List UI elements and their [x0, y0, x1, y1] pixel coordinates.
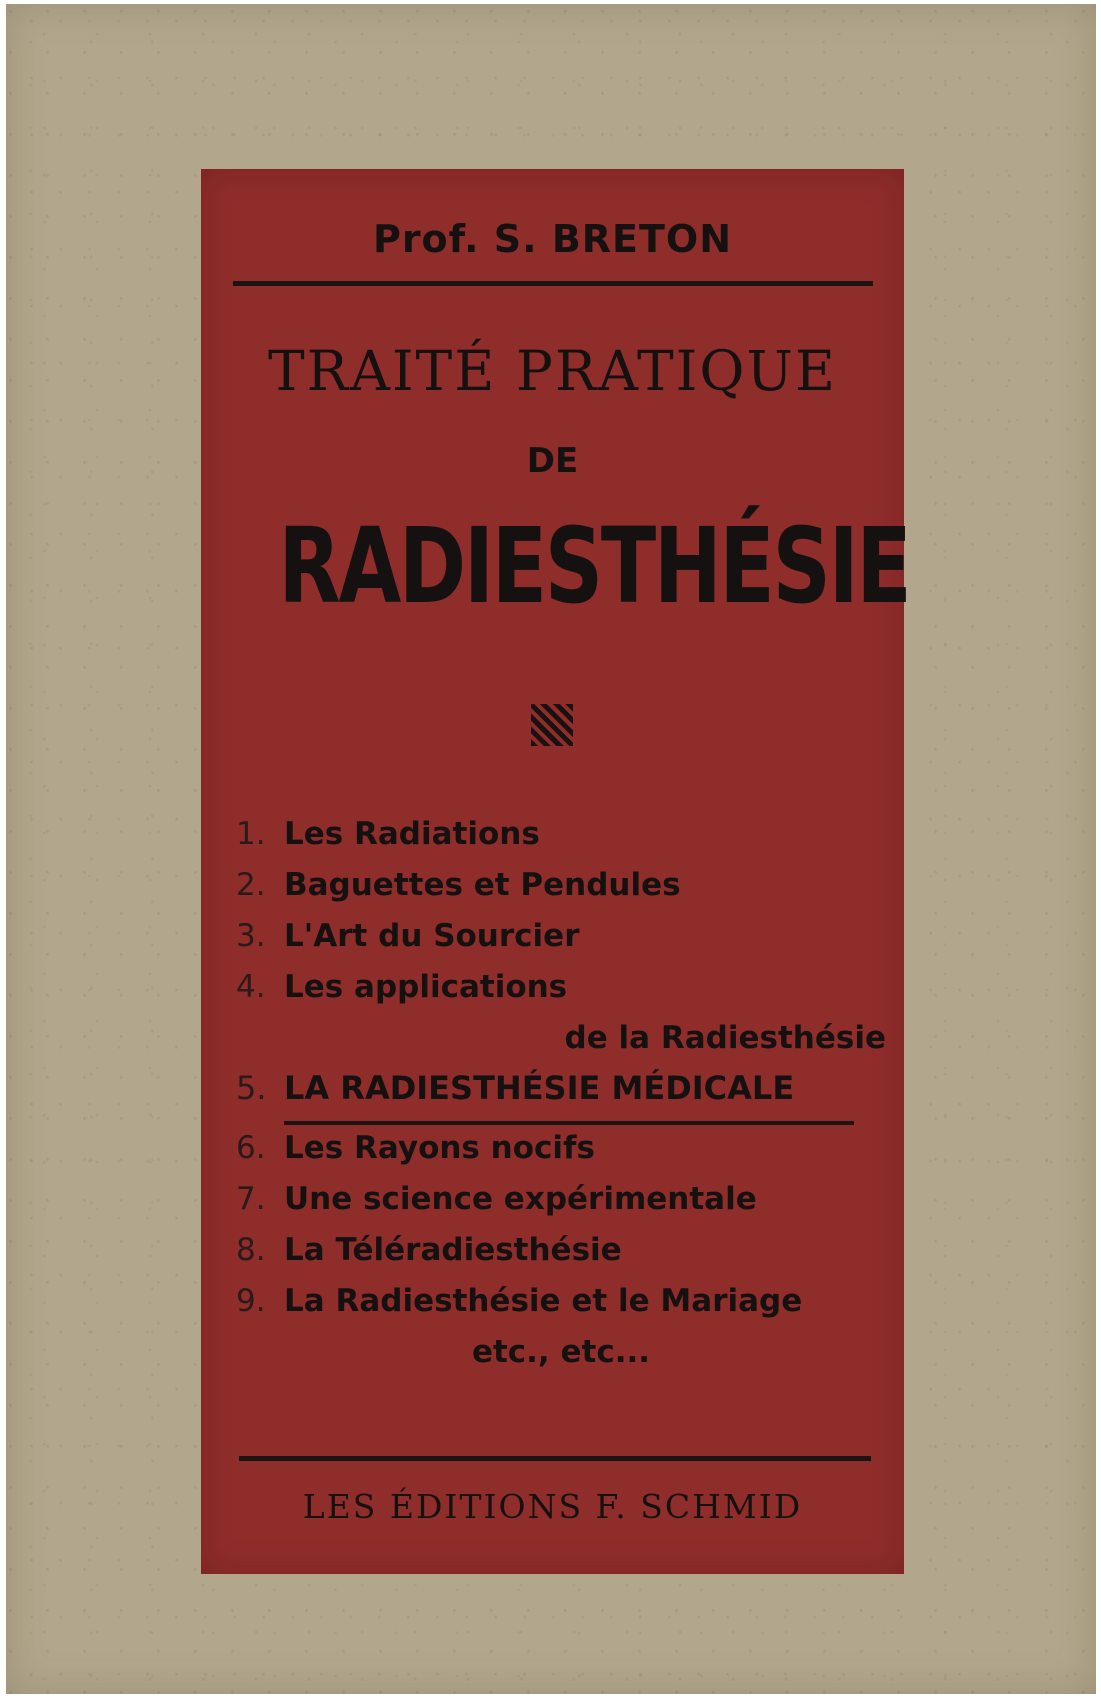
author: Prof. S. BRETON [372, 217, 733, 261]
toc-item [236, 1174, 886, 1225]
toc-text: Les applications [284, 969, 568, 1005]
title-line-1: TRAITÉ PRATIQUE [268, 339, 837, 403]
toc-number: 9. [236, 1283, 266, 1319]
toc-item [236, 911, 886, 962]
divider-bottom [239, 1456, 871, 1461]
toc-item-continuation [236, 1013, 886, 1059]
divider-top [233, 281, 873, 286]
title-de: DE [526, 441, 579, 481]
toc-text: La Téléradiesthésie [284, 1232, 622, 1268]
toc-item [236, 1123, 886, 1174]
toc-text: etc., etc... [471, 1334, 651, 1370]
title-label [201, 169, 910, 1574]
toc-item [236, 1276, 886, 1327]
toc-number: 6. [236, 1130, 266, 1166]
hatched-ornament-icon [531, 704, 573, 746]
toc-item [236, 962, 886, 1013]
book-cover [6, 4, 1096, 1694]
toc-text: Les Radiations [284, 816, 540, 852]
toc-text: La Radiesthésie et le Mariage [284, 1283, 803, 1319]
toc-number: 1. [236, 816, 266, 852]
toc-number: 7. [236, 1181, 266, 1217]
toc-number: 5. [236, 1069, 267, 1107]
toc-number: 8. [236, 1232, 266, 1268]
title-main: RADIESTHÉSIE [278, 505, 910, 627]
toc-text: Baguettes et Pendules [284, 867, 681, 903]
toc-etc [236, 1327, 886, 1378]
toc-text: de la Radiesthésie [564, 1020, 886, 1056]
table-of-contents [236, 809, 886, 1378]
toc-text: Une science expérimentale [284, 1181, 757, 1217]
toc-number: 2. [236, 867, 266, 903]
toc-text: Les Rayons nocifs [284, 1130, 595, 1166]
toc-number: 4. [236, 969, 266, 1005]
toc-item [236, 1225, 886, 1276]
publisher: LES ÉDITIONS F. SCHMID [302, 1487, 803, 1526]
toc-text: LA RADIESTHÉSIE MÉDICALE [284, 1059, 854, 1125]
toc-number: 3. [236, 918, 266, 954]
toc-text: L'Art du Sourcier [284, 918, 580, 954]
toc-item-highlight [236, 1059, 886, 1123]
toc-item [236, 809, 886, 860]
toc-item [236, 860, 886, 911]
